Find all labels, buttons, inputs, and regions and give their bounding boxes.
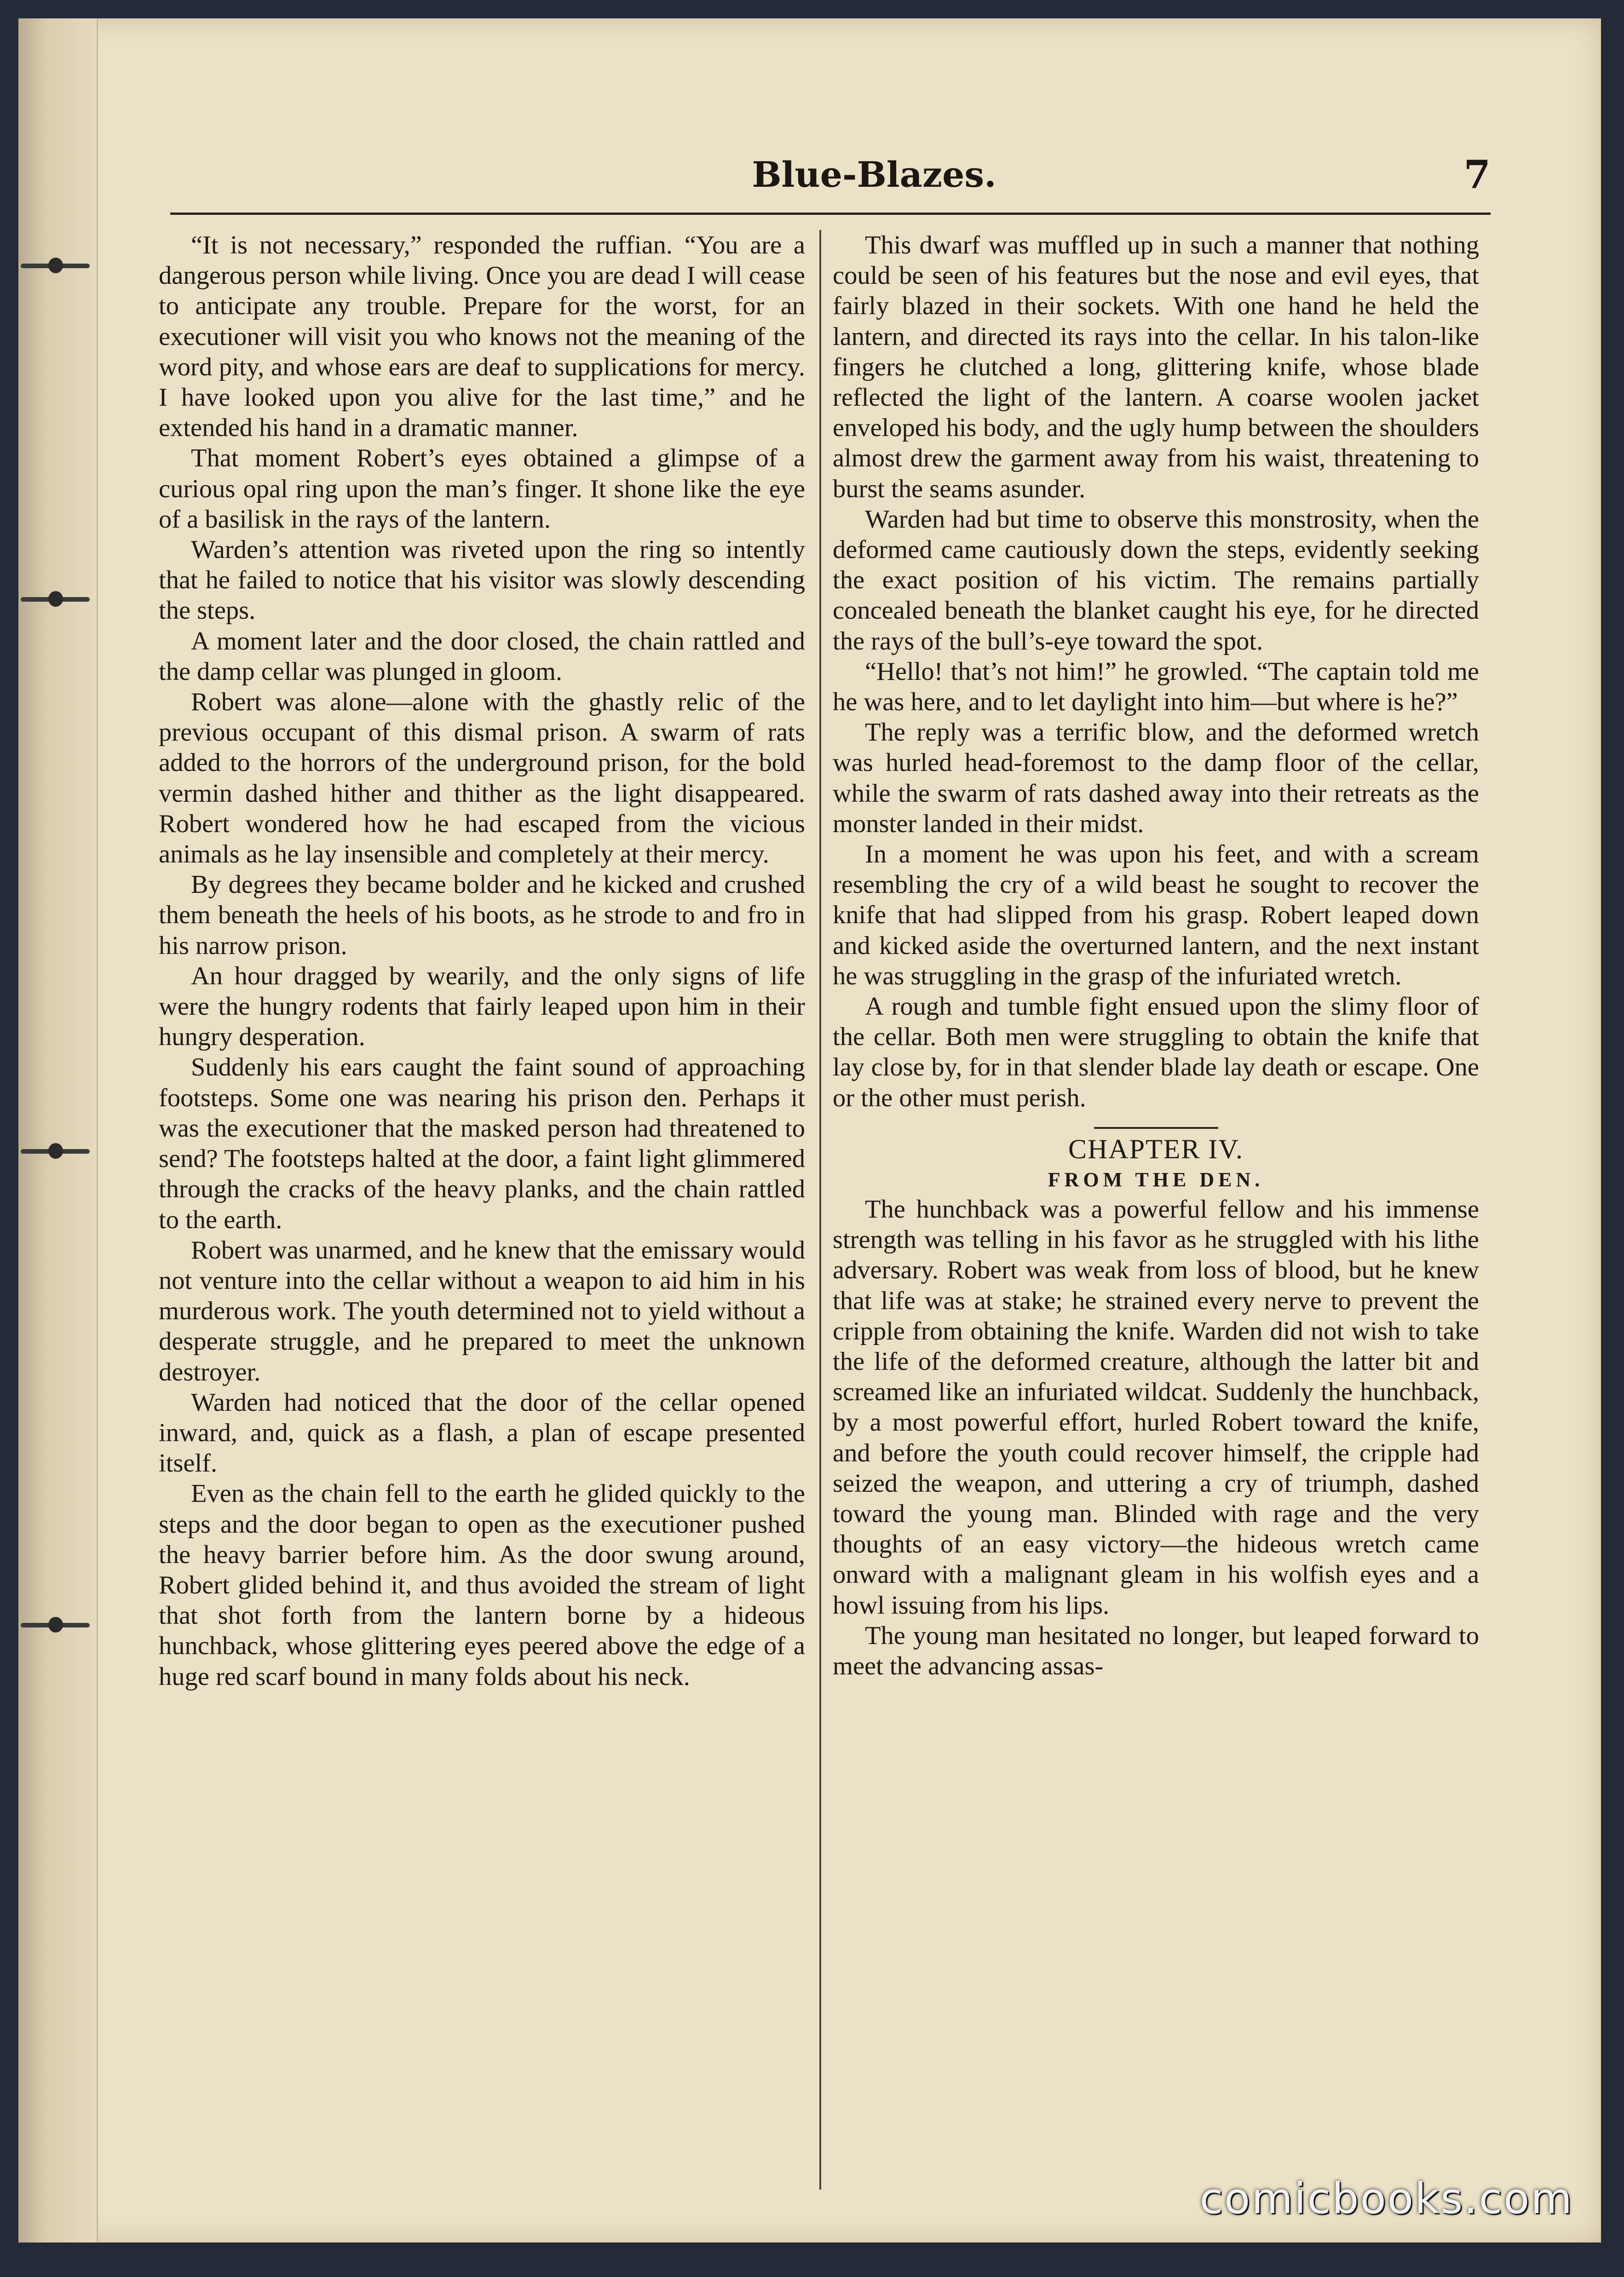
header-rule [170, 213, 1491, 215]
binding-stitch [21, 1143, 90, 1159]
paragraph: The young man hesitated no longer, but leaped forward to meet the advancing assas- [833, 1621, 1479, 1680]
paragraph: Suddenly his ears caught the faint sound of approaching footsteps. Some one was nearing his prison den. Perhaps it was the executioner that the masked person had threatened to send? The footsteps halted at the door, a faint light glimmered through the cracks of the heavy planks, and the chain rattled to the earth. [159, 1053, 805, 1234]
chapter-title: CHAPTER IV. [1068, 1133, 1244, 1164]
right-column [833, 230, 1479, 2190]
column-divider [819, 230, 821, 2190]
paragraph: The hunchback was a powerful fellow and his immense strength was telling in his favor as he struggled with his lithe adversary. Robert was weak from loss of blood, but he knew that life was at stake; he strained every nerve to prevent the cripple from obtaining the knife. Warden did not wish to take the life of the deformed creature, although the latter bit and screamed like an infuriated wildcat. Suddenly the hunchback, by a most powerful effort, hurled Robert toward the knife, and before the youth could recover himself, the cripple had seized the weapon, and uttering a cry of triumph, dashed toward the young man. Blinded with rage and the very thoughts of an easy victory—the hideous wretch came onward with a malignant gleam in his wolfish eyes and a howl issuing from his lips. [833, 1195, 1479, 1620]
paragraph: An hour dragged by wearily, and the only signs of life were the hungry rodents that fairly leaped upon him in their hungry desperation. [159, 961, 805, 1052]
paragraph: Warden had noticed that the door of the cellar opened inward, and, quick as a flash, a plan of escape presented itself. [159, 1388, 805, 1478]
chapter-subtitle: FROM THE DEN. [1048, 1168, 1264, 1191]
running-title: Blue-Blazes. [752, 154, 996, 195]
left-column [159, 230, 805, 2190]
page-binding-edge [18, 18, 98, 2242]
paragraph: Warden’s attention was riveted upon the ring so intently that he failed to notice that his visitor was slowly descending the steps. [159, 535, 805, 625]
paragraph: By degrees they became bolder and he kicked and crushed them beneath the heels of his boots, as he strode to and fro in his narrow prison. [159, 870, 805, 960]
page-header [166, 152, 1491, 202]
paragraph: A moment later and the door closed, the chain rattled and the damp cellar was plunged in gloom. [159, 627, 805, 686]
paragraph: In a moment he was upon his feet, and with a scream resembling the cry of a wild beast he sought to recover the knife that had slipped from his grasp. Robert leaped down and kicked aside the overturned lantern, and the next instant he was struggling in the grasp of the infuriated wretch. [833, 840, 1479, 990]
paragraph: “It is not necessary,” responded the ruffian. “You are a dangerous person while living. Once you are dead I will cease to anticipate any trouble. Prepare for the worst, for an executioner will visit you who knows not the meaning of the word pity, and whose ears are deaf to supplications for mercy. I have looked upon you alive for the last time,” and he extended his hand in a dramatic manner. [159, 231, 805, 443]
paragraph: “Hello! that’s not him!” he growled. “The captain told me he was here, and to let daylight into him—but where is he?” [833, 657, 1479, 717]
chapter-rule [1094, 1127, 1218, 1129]
binding-stitch [21, 591, 90, 607]
paragraph: The reply was a terrific blow, and the deformed wretch was hurled head-foremost to the damp floor of the cellar, while the swarm of rats dashed away into their retreats as the monster landed in their midst. [833, 718, 1479, 838]
paragraph: Robert was unarmed, and he knew that the emissary would not venture into the cellar without a weapon to aid him in his murderous work. The youth determined not to yield without a desperate struggle, and he prepared to meet the unknown destroyer. [159, 1236, 805, 1386]
paragraph: Even as the chain fell to the earth he glided quickly to the steps and the door began to open as the executioner pushed the heavy barrier before him. As the door swung around, Robert glided behind it, and thus avoided the stream of light that shot forth from the lantern borne by a hideous hunchback, whose glittering eyes peered above the edge of a huge red scarf bound in many folds about his neck. [159, 1479, 805, 1691]
page-number: 7 [1463, 152, 1491, 197]
binding-stitch [21, 1617, 90, 1633]
paragraph: This dwarf was muffled up in such a manner that nothing could be seen of his features but the nose and evil eyes, that fairly blazed in their sockets. With one hand he held the lantern, and directed its rays into the cellar. In his talon-like fingers he clutched a long, glittering knife, whose blade reflected the light of the lantern. A coarse woolen jacket enveloped his body, and the ugly hump between the shoulders almost drew the garment away from his waist, threatening to burst the seams asunder. [833, 231, 1479, 503]
paragraph: A rough and tumble fight ensued upon the slimy floor of the cellar. Both men were struggling to obtain the knife that lay close by, for in that slender blade lay death or escape. One or the other must perish. [833, 992, 1479, 1112]
binding-stitch [21, 258, 90, 273]
watermark: comicbooks.com [1199, 2174, 1573, 2223]
paragraph: That moment Robert’s eyes obtained a glimpse of a curious opal ring upon the man’s finger. It shone like the eye of a basilisk in the rays of the lantern. [159, 444, 805, 534]
paragraph: Warden had but time to observe this monstrosity, when the deformed came cautiously down the steps, evidently seeking the exact position of his victim. The remains partially concealed beneath the blanket caught his eye, for he directed the rays of the bull’s-eye toward the spot. [833, 505, 1479, 656]
paragraph: Robert was alone—alone with the ghastly relic of the previous occupant of this dismal prison. A swarm of rats added to the horrors of the underground prison, for the bold vermin dashed hither and thither as the light disappeared. Robert wondered how he had escaped from the vicious animals as he lay insensible and completely at their mercy. [159, 688, 805, 869]
